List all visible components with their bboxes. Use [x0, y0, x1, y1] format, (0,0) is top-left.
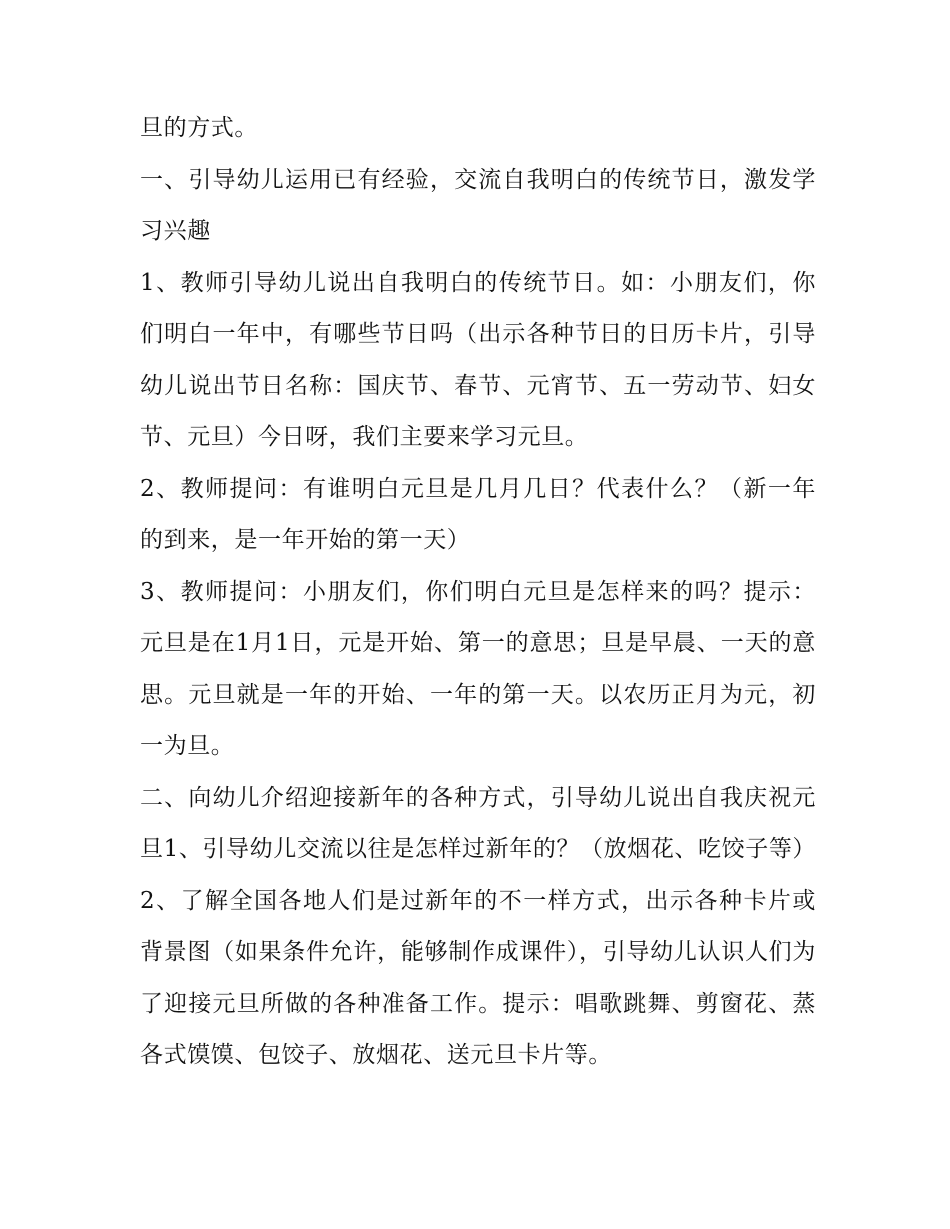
paragraph-section-two-heading: 二、向幼儿介绍迎接新年的各种方式，引导幼儿说出自我庆祝元旦1、引导幼儿交流以往是怎样过新年的？（放烟花、吃饺子等） — [140, 784, 817, 862]
paragraph-item-2: 2、教师提问：有谁明白元旦是几月几日？代表什么？（新一年的到来，是一年开始的第一天） — [140, 475, 816, 553]
paragraph-section-two-item-2: 2、了解全国各地人们是过新年的不一样方式，出示各种卡片或背景图（如果条件允许，能够制作成课件），引导幼儿认识人们为了迎接元旦所做的各种准备工作。提示：唱歌跳舞、剪窗花、蒸各式馍馍、包饺子、放烟花、送元旦卡片等。 — [140, 887, 816, 1068]
document-body — [140, 103, 816, 1082]
paragraph-continuation: 旦的方式。 — [140, 115, 258, 141]
paragraph-item-1: 1、教师引导幼儿说出自我明白的传统节日。如：小朋友们，你们明白一年中，有哪些节日吗（出示各种节日的日历卡片，引导幼儿说出节日名称：国庆节、春节、元宵节、五一劳动节、妇女节、元旦）今日呀，我们主要来学习元旦。 — [140, 269, 816, 450]
paragraph-item-3: 3、教师提问：小朋友们，你们明白元旦是怎样来的吗？提示：元旦是在1月1日，元是开始、第一的意思；旦是早晨、一天的意思。元旦就是一年的开始、一年的第一天。以农历正月为元，初一为旦。 — [140, 578, 816, 759]
paragraph-section-one-heading: 一、引导幼儿运用已有经验，交流自我明白的传统节日，激发学习兴趣 — [140, 166, 816, 244]
